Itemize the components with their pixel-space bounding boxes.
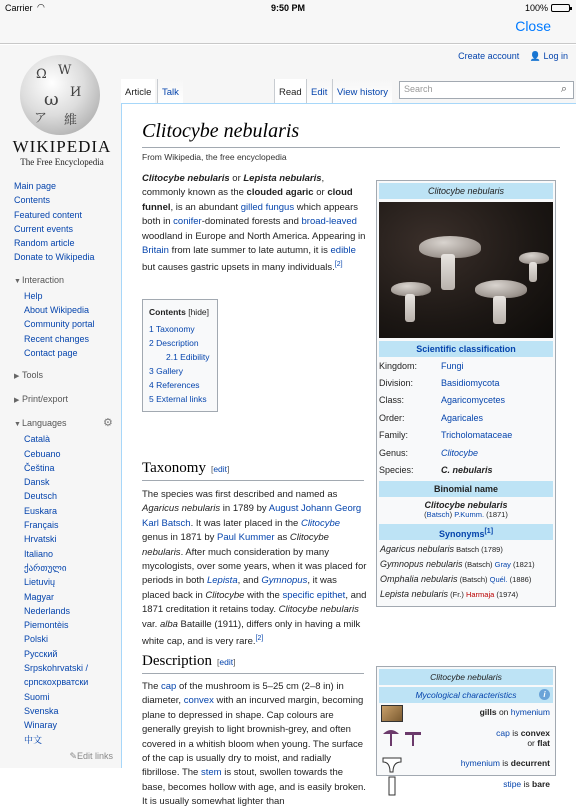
edit-section-taxonomy[interactable]: edit: [213, 464, 228, 474]
list-item: Gymnopus nebularis (Batsch) Gray (1821): [380, 558, 535, 569]
tagline: The Free Encyclopedia: [20, 157, 104, 167]
sidebar-item-language[interactable]: Euskara: [24, 505, 58, 516]
tab-edit[interactable]: Edit: [306, 79, 331, 103]
reference-link[interactable]: [2]: [255, 635, 264, 643]
link-pkumm-author[interactable]: P.Kumm.: [454, 509, 485, 519]
row-key: Genus:: [379, 447, 409, 458]
link-clitocybe[interactable]: Clitocybe: [300, 517, 341, 529]
table-row: [379, 357, 553, 374]
wiki-page: [0, 45, 576, 808]
sidebar-item-language[interactable]: ქართული: [24, 562, 67, 573]
binomial-name: Clitocybe nebularis: [424, 499, 508, 510]
sidebar-item-language[interactable]: Lietuvių: [24, 577, 56, 588]
row-value[interactable]: Tricholomataceae: [441, 430, 513, 441]
taxonomy-paragraph: The species was first described and named as Agaricus nebularis in 1789 by August Johann Georg Karl Batsch. It was later placed in the Clitocybe genus in 1871 by Paul Kummer as Clitocybe nebularis. After much consideration by many mycologists, over some years, when it was placed for periods in both Lepista, and Gymnopus, it was placed back in Clitocybe with the specific epithet, and 1871 creditation it retains today. Clitocybe nebularis var. alba Bataille (1911), differs only in having a milk white cap, and is very rare.[2]: [142, 489, 367, 648]
carrier-label: Carrier: [5, 3, 33, 13]
close-button[interactable]: Close: [515, 18, 551, 34]
sidebar-item-about[interactable]: About Wikipedia: [24, 305, 90, 316]
link-broad-leaved[interactable]: broad-leaved: [301, 216, 357, 228]
battery-percent: 100%: [524, 3, 548, 13]
link-britain[interactable]: Britain: [142, 245, 169, 257]
table-row: [379, 374, 553, 391]
row-value[interactable]: Fungi: [441, 360, 464, 371]
toc-item-edibility[interactable]: 2.1 Edibility: [166, 352, 210, 362]
sidebar-item-language[interactable]: Català: [24, 434, 51, 445]
table-row: [379, 409, 553, 426]
link-convex[interactable]: convex: [183, 695, 214, 707]
row-key: Species:: [379, 465, 414, 476]
mycobox-subtitle[interactable]: Mycological characteristics i: [379, 687, 553, 703]
cap-shape-icon: [381, 726, 425, 743]
heading-taxonomy: Taxonomy [edit]: [142, 460, 230, 476]
info-icon[interactable]: i: [539, 689, 550, 700]
gear-icon[interactable]: ⚙: [103, 417, 113, 430]
sidebar: [14, 179, 119, 762]
search-input[interactable]: Search ⌕: [399, 81, 574, 99]
site-sub: From Wikipedia, the free encyclopedia: [142, 152, 287, 162]
sidebar-item-language[interactable]: Polski: [24, 634, 49, 645]
list-item: Agaricus nebularis Batsch (1789): [380, 543, 503, 554]
user-icon: 👤: [529, 51, 541, 61]
sidebar-item-language[interactable]: Deutsch: [24, 491, 58, 502]
taxobox-title: Clitocybe nebularis: [379, 183, 553, 199]
toc-item-references[interactable]: 4 References: [149, 380, 200, 390]
nav-bar: [0, 16, 576, 44]
clock: 9:50 PM: [270, 3, 305, 13]
toc-item-gallery[interactable]: 3 Gallery: [149, 366, 184, 376]
description-paragraph: The cap of the mushroom is 5–25 cm (2–8 in) in diameter, convex with an incurved margin, becoming plane to depressed in shape. Cap colours are generally greyish to light brownish-grey, and often covered in a whitish bloom when young. The surface of the cap is usually dry to moist, and radially fibrillose. The stem is stout, swollen towards the base, becomes hollow with age, and is easily broken. It is usually somewhat lighter than: [142, 681, 366, 808]
myco-row-gills: gills on hymenium: [379, 703, 553, 724]
sidebar-item-donate[interactable]: Donate to Wikipedia: [14, 252, 95, 263]
sidebar-item-language[interactable]: Italiano: [24, 548, 54, 559]
link-stem[interactable]: stem: [200, 767, 222, 779]
row-value: C. nebularis: [441, 465, 493, 476]
table-row: [379, 392, 553, 409]
row-value[interactable]: Clitocybe: [441, 447, 479, 458]
link-harmaja[interactable]: Harmaja: [465, 589, 495, 599]
row-value[interactable]: Agaricales: [441, 412, 484, 423]
wifi-icon: ◠: [37, 2, 45, 12]
tab-article[interactable]: Article: [121, 79, 155, 103]
link-quel[interactable]: Quél.: [489, 574, 508, 584]
heading-description: Description [edit]: [142, 653, 236, 669]
tab-view-history[interactable]: View history: [332, 79, 392, 103]
sidebar-item-language[interactable]: Cebuano: [24, 448, 61, 459]
sidebar-item-language[interactable]: Русский: [24, 648, 58, 659]
account-links: [458, 51, 568, 62]
sidebar-item-current-events[interactable]: Current events: [14, 223, 74, 234]
row-key: Class:: [379, 395, 405, 406]
mushroom-photo[interactable]: [379, 202, 553, 338]
mycological-box: [376, 666, 556, 789]
sidebar-section-print[interactable]: ▶ Print/export: [14, 392, 119, 408]
toc-title: Contents: [149, 307, 186, 317]
myco-row-hymenium: hymenium is decurrent: [379, 754, 553, 775]
link-paul-kummer[interactable]: Paul Kummer: [217, 532, 275, 544]
list-item: Omphalia nebularis (Batsch) Quél. (1886): [380, 573, 532, 584]
sidebar-item-help[interactable]: Help: [24, 290, 43, 301]
sidebar-item-language[interactable]: 中文: [24, 734, 43, 745]
stipe-icon: [381, 777, 403, 794]
row-key: Division:: [379, 378, 414, 389]
toc-item-external-links[interactable]: 5 External links: [149, 394, 207, 404]
hymenium-attachment-icon: [381, 756, 403, 773]
row-key: Family:: [379, 430, 408, 441]
sidebar-item-recent-changes[interactable]: Recent changes: [24, 333, 90, 344]
heading-divider: [142, 480, 364, 481]
sidebar-section-languages[interactable]: ▼Languages ⚙: [14, 416, 119, 432]
edit-links-link[interactable]: ✎Edit links: [69, 750, 113, 761]
toc-hide-toggle[interactable]: [hide]: [188, 307, 210, 317]
puzzle-globe-icon: Ω W ω И ア 維: [20, 55, 100, 135]
sidebar-item-language[interactable]: Srpskohrvatski / српскохрватски: [24, 663, 89, 688]
synonym-list: [379, 540, 553, 604]
link-stipe[interactable]: stipe: [503, 779, 522, 789]
link-gray[interactable]: Gray: [494, 559, 511, 569]
sidebar-item-language[interactable]: Dansk: [24, 477, 50, 488]
binomial-authority: (Batsch) P.Kumm. (1871): [424, 509, 508, 519]
page-title: Clitocybe nebularis: [142, 120, 300, 142]
table-row: [379, 461, 553, 478]
sidebar-item-language[interactable]: Svenska: [24, 705, 59, 716]
taxobox-binomial-label: Binomial name: [379, 481, 553, 497]
myco-row-stipe: stipe is bare: [379, 775, 553, 796]
sidebar-item-language[interactable]: Čeština: [24, 462, 55, 473]
heading-divider: [142, 673, 364, 674]
sidebar-item-language[interactable]: Winaray: [24, 720, 58, 731]
status-bar: [0, 0, 576, 16]
login-link[interactable]: Log in: [543, 51, 568, 61]
article-content: [121, 103, 576, 808]
triangle-down-icon: ▼: [14, 421, 21, 429]
taxobox-synonyms-label[interactable]: Synonyms[1]: [379, 524, 553, 540]
tab-bar: [121, 79, 576, 103]
toc-item-description[interactable]: 2 Description: [149, 338, 199, 348]
sidebar-item-language[interactable]: Hrvatski: [24, 534, 57, 545]
sidebar-item-main-page[interactable]: Main page: [14, 181, 57, 191]
search-icon[interactable]: ⌕: [560, 83, 567, 95]
taxobox: [376, 180, 556, 607]
wordmark: WIKIPEDIA: [12, 137, 112, 156]
sidebar-section-interaction[interactable]: ▼Interaction: [14, 273, 119, 289]
sidebar-item-language[interactable]: Français: [24, 520, 59, 531]
link-gilled-fungus[interactable]: gilled fungus: [240, 201, 295, 213]
reference-link[interactable]: [2]: [334, 261, 343, 269]
sidebar-item-language[interactable]: Nederlands: [24, 605, 71, 616]
row-key: Order:: [379, 412, 405, 423]
tab-read[interactable]: Read: [274, 79, 306, 103]
table-row: [379, 427, 553, 444]
sidebar-item-featured-content[interactable]: Featured content: [14, 209, 83, 220]
table-of-contents: [142, 299, 218, 412]
list-item: Lepista nebularis (Fr.) Harmaja (1974): [380, 588, 519, 599]
taxobox-sci-class[interactable]: Scientific classification: [379, 341, 553, 357]
link-batsch[interactable]: August Johann Georg Karl Batsch: [142, 503, 362, 529]
sidebar-item-contact-page[interactable]: Contact page: [24, 347, 78, 358]
row-value[interactable]: Agaricomycetes: [441, 395, 506, 406]
row-value[interactable]: Basidiomycota: [441, 378, 500, 389]
link-cap[interactable]: cap: [161, 681, 177, 692]
link-batsch-author[interactable]: Batsch: [426, 509, 450, 519]
triangle-right-icon: ▶: [14, 373, 20, 381]
toc-item-taxonomy[interactable]: 1 Taxonomy: [149, 324, 195, 334]
sidebar-item-random-article[interactable]: Random article: [14, 238, 75, 249]
link-lepista[interactable]: Lepista: [206, 575, 238, 587]
triangle-right-icon: ▶: [14, 397, 20, 405]
wikipedia-logo[interactable]: [12, 55, 112, 167]
edit-section-description[interactable]: edit: [219, 657, 234, 667]
link-conifer[interactable]: conifer: [173, 216, 202, 228]
myco-row-cap: cap is convex or flat: [379, 724, 553, 754]
link-gymnopus[interactable]: Gymnopus: [261, 575, 308, 587]
sidebar-item-language[interactable]: Piemontèis: [24, 620, 69, 631]
sidebar-item-language[interactable]: Suomi: [24, 691, 50, 702]
link-specific-epithet[interactable]: specific epithet: [282, 589, 346, 601]
title-divider: [142, 147, 560, 148]
link-cap-myco[interactable]: cap: [496, 728, 510, 738]
gills-icon: [381, 705, 403, 722]
sidebar-item-community-portal[interactable]: Community portal: [24, 319, 95, 330]
link-hymenium-attach[interactable]: hymenium: [460, 758, 500, 768]
create-account-link[interactable]: Create account: [458, 51, 520, 61]
battery-icon: [551, 4, 570, 12]
sidebar-section-tools[interactable]: ▶ Tools: [14, 368, 119, 384]
tab-talk[interactable]: Talk: [157, 79, 183, 103]
row-key: Kingdom:: [379, 360, 418, 371]
mycobox-title: Clitocybe nebularis: [379, 669, 553, 685]
sidebar-item-contents[interactable]: Contents: [14, 195, 51, 206]
link-edible[interactable]: edible: [330, 245, 356, 257]
triangle-down-icon: ▼: [14, 277, 21, 285]
table-row: [379, 444, 553, 461]
link-hymenium[interactable]: hymenium: [510, 707, 550, 717]
sidebar-item-language[interactable]: Magyar: [24, 591, 55, 602]
lead-paragraph: Clitocybe nebularis or Lepista nebularis, commonly known as the clouded agaric or cloud funnel, is an abundant gilled fungus which appears both in conifer-dominated forests and broad-leaved woodland in Europe and North America. Appearing in Britain from late summer to late autumn, it is edible but causes gastric upsets in many individuals.[2]: [142, 173, 366, 274]
